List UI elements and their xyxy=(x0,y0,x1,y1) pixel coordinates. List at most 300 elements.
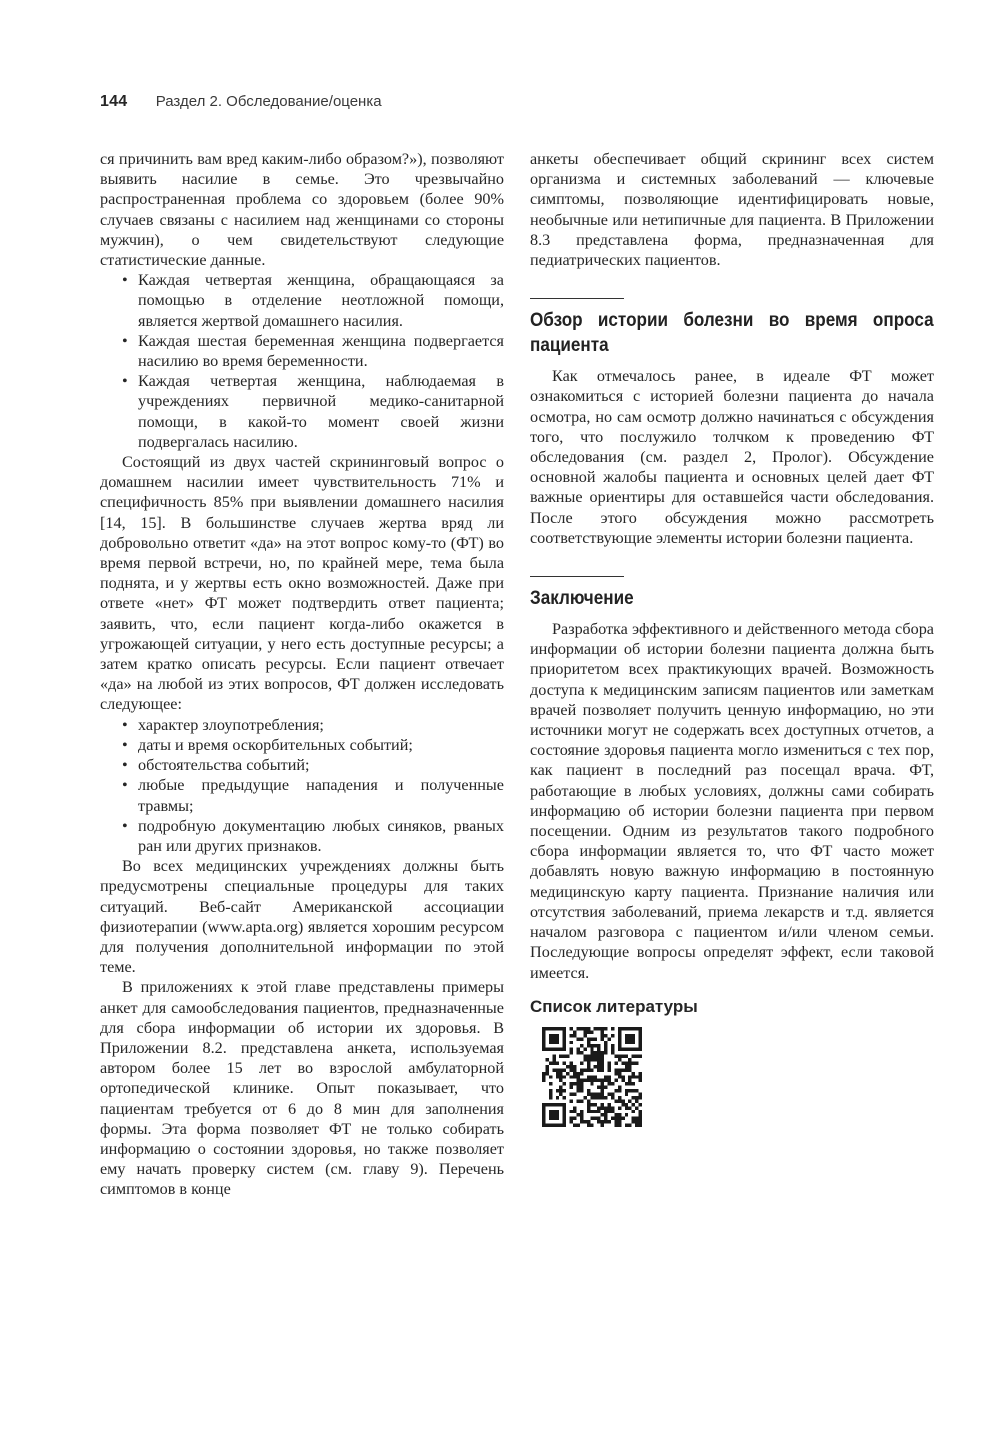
qr-module xyxy=(604,1048,607,1051)
qr-module xyxy=(618,1075,621,1078)
qr-module xyxy=(576,1099,579,1102)
qr-module xyxy=(604,1034,607,1037)
qr-module xyxy=(559,1092,562,1095)
qr-module xyxy=(608,1068,611,1071)
qr-module xyxy=(625,1089,628,1092)
qr-module xyxy=(542,1034,545,1037)
qr-module xyxy=(618,1068,621,1071)
qr-module xyxy=(628,1048,631,1051)
qr-module xyxy=(556,1027,559,1030)
qr-module xyxy=(625,1068,628,1071)
qr-module xyxy=(573,1082,576,1085)
qr-module xyxy=(625,1048,628,1051)
qr-module xyxy=(614,1099,617,1102)
qr-module xyxy=(604,1086,607,1089)
qr-module xyxy=(552,1068,555,1071)
qr-module xyxy=(573,1030,576,1033)
qr-module xyxy=(632,1061,635,1064)
qr-module xyxy=(587,1092,590,1095)
qr-module xyxy=(597,1079,600,1082)
qr-module xyxy=(625,1113,628,1116)
list-item: • обстоятельства событий; xyxy=(122,755,504,775)
qr-module xyxy=(580,1027,583,1030)
qr-module xyxy=(611,1096,614,1099)
qr-module xyxy=(552,1037,555,1040)
qr-module xyxy=(608,1075,611,1078)
qr-module xyxy=(590,1110,593,1113)
qr-module xyxy=(597,1044,600,1047)
qr-module xyxy=(628,1079,631,1082)
qr-module xyxy=(639,1030,642,1033)
qr-module xyxy=(580,1079,583,1082)
qr-module xyxy=(566,1065,569,1068)
qr-module xyxy=(625,1082,628,1085)
qr-module xyxy=(601,1103,604,1106)
qr-module xyxy=(552,1117,555,1120)
qr-module xyxy=(621,1103,624,1106)
qr-module xyxy=(604,1079,607,1082)
qr-module xyxy=(618,1041,621,1044)
qr-module xyxy=(614,1089,617,1092)
qr-module xyxy=(614,1117,617,1120)
qr-module xyxy=(621,1117,624,1120)
qr-module xyxy=(563,1106,566,1109)
qr-module xyxy=(594,1054,597,1057)
paragraph: Состоящий из двух частей скрининговый вопрос о домашнем насилии имеет чувствительность 71% и специфичность 85% при выявлении домашнего насилия [14, 15]. В большинстве случаев жертва вряд ли добровольно ответит «да» на этот вопрос кому-то (ФТ) во время первой встречи, но, по крайней мере, тема была поднята, и у жертвы есть окно возможностей. Даже при ответе «нет» ФТ может подтвердить ответ пациента; заявить, что, если пациент когда-либо окажется в угрожающей ситуации, у него есть доступные ресурсы; а затем кратко описать ресурсы. Если пациент отвечает «да» на любой из этих вопросов, ФТ должен исследовать следующее: xyxy=(100,453,504,714)
qr-module xyxy=(580,1068,583,1071)
qr-module xyxy=(594,1058,597,1061)
qr-module xyxy=(583,1068,586,1071)
qr-module xyxy=(632,1089,635,1092)
qr-module xyxy=(635,1120,638,1123)
qr-module xyxy=(614,1113,617,1116)
qr-module xyxy=(614,1072,617,1075)
qr-module xyxy=(556,1089,559,1092)
qr-module xyxy=(625,1037,628,1040)
qr-module xyxy=(573,1068,576,1071)
qr-module xyxy=(570,1086,573,1089)
qr-module xyxy=(590,1037,593,1040)
qr-module xyxy=(614,1068,617,1071)
qr-module xyxy=(621,1061,624,1064)
qr-module xyxy=(604,1027,607,1030)
qr-module xyxy=(587,1041,590,1044)
qr-module xyxy=(549,1103,552,1106)
qr-module xyxy=(632,1041,635,1044)
qr-module xyxy=(601,1027,604,1030)
qr-module xyxy=(583,1096,586,1099)
page-header xyxy=(100,93,382,117)
qr-module xyxy=(559,1068,562,1071)
list-item: • Каждая четвертая женщина, наблюдаемая в учреждениях первичной медико-санитарной помощи, в какой-то момент своей жизни подвергалась насилию. xyxy=(122,371,504,452)
qr-module xyxy=(570,1099,573,1102)
qr-module xyxy=(618,1123,621,1126)
qr-module xyxy=(563,1096,566,1099)
qr-module xyxy=(625,1103,628,1106)
list-item: • даты и время оскорбительных событий; xyxy=(122,735,504,755)
qr-module xyxy=(601,1030,604,1033)
qr-module xyxy=(590,1058,593,1061)
qr-module xyxy=(621,1079,624,1082)
qr-module xyxy=(632,1037,635,1040)
qr-module xyxy=(570,1048,573,1051)
qr-module xyxy=(587,1044,590,1047)
qr-module xyxy=(608,1103,611,1106)
qr-module xyxy=(632,1054,635,1057)
qr-module xyxy=(628,1099,631,1102)
qr-module xyxy=(563,1034,566,1037)
qr-module xyxy=(625,1106,628,1109)
qr-module xyxy=(611,1117,614,1120)
qr-module xyxy=(635,1048,638,1051)
qr-module xyxy=(639,1072,642,1075)
qr-module xyxy=(576,1082,579,1085)
list-item: • подробную документацию любых синяков, рваных ран или других признаков. xyxy=(122,816,504,856)
qr-module xyxy=(549,1027,552,1030)
qr-module xyxy=(608,1037,611,1040)
qr-module xyxy=(587,1103,590,1106)
qr-module xyxy=(604,1120,607,1123)
qr-module xyxy=(580,1037,583,1040)
qr-module xyxy=(625,1061,628,1064)
qr-module xyxy=(635,1096,638,1099)
qr-module xyxy=(563,1110,566,1113)
qr-module xyxy=(635,1054,638,1057)
qr-module xyxy=(542,1041,545,1044)
qr-module xyxy=(594,1065,597,1068)
paragraph: Разработка эффективного и действенного метода сбора информации об истории болезни пациента должна быть приоритетом всех практикующих врачей. Возможность доступа к медицинским записям пациентов или заметкам врачей позволяет получить ценную информацию, но эти источники могут не содержать всех доступных отчетов, а состояние здоровья пациента могло измениться с тех пор, как пациент в последний раз посещал врача. ФТ, работающие в любых условиях, должны сами собирать информацию об истории болезни пациента при первом посещении. Одним из результатов такого подробного сбора информации является то, что ФТ часто может добавлять новую важную информацию в постоянную медицинскую карту пациента. Признание наличия или отсутствия заболеваний, приема лекарств и т.д. является началом разговора с пациентом и/или членом семьи. Последующие вопросы определят эффект, если таковой имеется. xyxy=(530,620,934,982)
qr-module xyxy=(587,1030,590,1033)
qr-module xyxy=(556,1096,559,1099)
qr-module xyxy=(639,1034,642,1037)
qr-module xyxy=(618,1044,621,1047)
qr-module xyxy=(573,1034,576,1037)
qr-module xyxy=(618,1117,621,1120)
qr-module xyxy=(635,1117,638,1120)
qr-module xyxy=(549,1123,552,1126)
statistics-list xyxy=(100,270,504,452)
qr-module xyxy=(611,1110,614,1113)
qr-module xyxy=(601,1065,604,1068)
qr-module xyxy=(580,1117,583,1120)
section-rule xyxy=(530,298,624,299)
qr-module xyxy=(583,1027,586,1030)
qr-module xyxy=(618,1099,621,1102)
qr-module xyxy=(639,1117,642,1120)
qr-module xyxy=(563,1068,566,1071)
qr-module xyxy=(597,1092,600,1095)
qr-module xyxy=(611,1082,614,1085)
qr-module xyxy=(601,1120,604,1123)
qr-module xyxy=(635,1099,638,1102)
qr-module xyxy=(573,1123,576,1126)
qr-module xyxy=(542,1037,545,1040)
qr-module xyxy=(563,1027,566,1030)
qr-module xyxy=(559,1027,562,1030)
qr-module xyxy=(597,1065,600,1068)
qr-module xyxy=(556,1103,559,1106)
qr-module xyxy=(632,1082,635,1085)
qr-module xyxy=(545,1123,548,1126)
qr-module xyxy=(594,1096,597,1099)
qr-module xyxy=(604,1041,607,1044)
qr-module xyxy=(587,1106,590,1109)
qr-module xyxy=(563,1082,566,1085)
qr-module xyxy=(594,1110,597,1113)
qr-module xyxy=(556,1034,559,1037)
qr-module xyxy=(618,1072,621,1075)
qr-code-icon[interactable] xyxy=(542,1027,642,1127)
qr-module xyxy=(549,1089,552,1092)
qr-module xyxy=(580,1099,583,1102)
qr-module xyxy=(587,1037,590,1040)
qr-module xyxy=(570,1110,573,1113)
qr-module xyxy=(583,1058,586,1061)
qr-module xyxy=(597,1048,600,1051)
qr-module xyxy=(632,1103,635,1106)
qr-module xyxy=(614,1120,617,1123)
qr-module xyxy=(580,1089,583,1092)
qr-module xyxy=(570,1075,573,1078)
qr-module xyxy=(556,1037,559,1040)
qr-module xyxy=(570,1092,573,1095)
qr-module xyxy=(576,1113,579,1116)
qr-module xyxy=(549,1092,552,1095)
qr-module xyxy=(618,1054,621,1057)
qr-module xyxy=(601,1068,604,1071)
qr-module xyxy=(632,1075,635,1078)
qr-module xyxy=(573,1092,576,1095)
qr-module xyxy=(556,1041,559,1044)
qr-module xyxy=(545,1058,548,1061)
qr-module xyxy=(580,1082,583,1085)
qr-module xyxy=(608,1061,611,1064)
qr-module xyxy=(614,1079,617,1082)
qr-module xyxy=(635,1089,638,1092)
qr-module xyxy=(576,1089,579,1092)
qr-module xyxy=(552,1048,555,1051)
qr-module xyxy=(621,1068,624,1071)
qr-module xyxy=(594,1103,597,1106)
qr-module xyxy=(604,1051,607,1054)
qr-module xyxy=(601,1106,604,1109)
qr-module xyxy=(597,1051,600,1054)
qr-module xyxy=(590,1030,593,1033)
qr-module xyxy=(587,1099,590,1102)
qr-module xyxy=(552,1058,555,1061)
paragraph: Во всех медицинских учреждениях должны быть предусмотрены специальные процедуры для таких ситуаций. Веб-сайт Американской ассоциации физиотерапии (www.apta.org) является хорошим ресурсом для получения дополнительной информации по этой теме. xyxy=(100,857,504,977)
qr-module xyxy=(625,1092,628,1095)
qr-module xyxy=(590,1075,593,1078)
qr-module xyxy=(621,1054,624,1057)
qr-module xyxy=(545,1103,548,1106)
qr-module xyxy=(573,1106,576,1109)
qr-module xyxy=(580,1044,583,1047)
paragraph: ся причинить вам вред каким-либо образом?»), позволяют выявить насилие в семье. Это чрезвычайно распространенная проблема со здоровьем (более 90% случаев связаны с насилием над женщинами со стороны мужчин), о чем свидетельствуют следующие статистические данные. xyxy=(100,150,504,270)
section-rule xyxy=(530,576,624,577)
qr-module xyxy=(632,1096,635,1099)
qr-module xyxy=(618,1106,621,1109)
qr-module xyxy=(559,1072,562,1075)
qr-module xyxy=(590,1068,593,1071)
qr-module xyxy=(587,1123,590,1126)
qr-module xyxy=(587,1089,590,1092)
qr-module xyxy=(570,1068,573,1071)
qr-module xyxy=(563,1120,566,1123)
qr-module xyxy=(618,1027,621,1030)
qr-module xyxy=(618,1086,621,1089)
qr-module xyxy=(573,1072,576,1075)
qr-module xyxy=(632,1072,635,1075)
qr-module xyxy=(542,1075,545,1078)
paragraph: В приложениях к этой главе представлены примеры анкет для самообследования пациентов, предназначенные для сбора информации об истории их здоровья. В Приложении 8.2. представлена анкета, используемая автором более 15 лет во взрослой амбулаторной ортопедической клинике. Опыт показывает, что пациентам требуется от 6 до 8 мин для заполнения формы. Эта форма позволяет ФТ не только собирать информацию о состоянии здоровья, но также позволяет ему начать проверку систем (см. главу 9). Перечень симптомов в конце xyxy=(100,978,504,1199)
qr-module xyxy=(628,1027,631,1030)
qr-module xyxy=(628,1089,631,1092)
qr-module xyxy=(556,1113,559,1116)
qr-module xyxy=(604,1096,607,1099)
qr-module xyxy=(576,1079,579,1082)
qr-module xyxy=(542,1117,545,1120)
qr-module xyxy=(625,1065,628,1068)
qr-module xyxy=(635,1075,638,1078)
qr-module xyxy=(570,1034,573,1037)
qr-module xyxy=(580,1086,583,1089)
qr-module xyxy=(639,1103,642,1106)
qr-module xyxy=(590,1051,593,1054)
qr-module xyxy=(614,1123,617,1126)
qr-module xyxy=(639,1092,642,1095)
qr-module xyxy=(590,1044,593,1047)
qr-module xyxy=(601,1113,604,1116)
qr-module xyxy=(587,1068,590,1071)
qr-module xyxy=(601,1061,604,1064)
qr-module xyxy=(552,1103,555,1106)
qr-module xyxy=(597,1086,600,1089)
qr-module xyxy=(639,1123,642,1126)
qr-module xyxy=(549,1037,552,1040)
qr-module xyxy=(563,1061,566,1064)
qr-module xyxy=(552,1110,555,1113)
qr-module xyxy=(604,1106,607,1109)
qr-module xyxy=(542,1106,545,1109)
qr-module xyxy=(608,1092,611,1095)
qr-module xyxy=(601,1092,604,1095)
qr-module xyxy=(625,1054,628,1057)
qr-module xyxy=(552,1113,555,1116)
qr-module xyxy=(563,1030,566,1033)
qr-module xyxy=(576,1086,579,1089)
qr-module xyxy=(590,1082,593,1085)
qr-module xyxy=(597,1027,600,1030)
qr-module xyxy=(590,1054,593,1057)
qr-module xyxy=(580,1051,583,1054)
qr-module xyxy=(545,1048,548,1051)
qr-module xyxy=(635,1106,638,1109)
qr-module xyxy=(552,1123,555,1126)
qr-module xyxy=(618,1113,621,1116)
qr-module xyxy=(549,1034,552,1037)
qr-module xyxy=(556,1061,559,1064)
qr-module xyxy=(583,1034,586,1037)
qr-module xyxy=(563,1123,566,1126)
qr-module xyxy=(597,1068,600,1071)
qr-module xyxy=(601,1086,604,1089)
qr-module xyxy=(570,1061,573,1064)
qr-module xyxy=(625,1027,628,1030)
qr-module xyxy=(608,1065,611,1068)
qr-module xyxy=(563,1054,566,1057)
qr-module xyxy=(552,1034,555,1037)
qr-module xyxy=(632,1048,635,1051)
qr-module xyxy=(542,1048,545,1051)
section-heading-review: Обзор истории болезни во время опроса пациента xyxy=(530,310,934,357)
qr-module xyxy=(639,1096,642,1099)
qr-module xyxy=(570,1120,573,1123)
qr-module xyxy=(628,1106,631,1109)
qr-module xyxy=(556,1110,559,1113)
qr-module xyxy=(601,1096,604,1099)
qr-module xyxy=(618,1096,621,1099)
qr-module xyxy=(611,1106,614,1109)
paragraph: анкеты обеспечивает общий скрининг всех систем организма и системных заболеваний — ключевые симптомы, позволяющие идентифицировать новые, необычные или нетипичные для пациента. В Приложении 8.3 представлена форма, предназначенная для педиатрических пациентов. xyxy=(530,150,934,270)
qr-module xyxy=(587,1120,590,1123)
qr-module xyxy=(563,1117,566,1120)
qr-module xyxy=(628,1082,631,1085)
qr-module xyxy=(628,1041,631,1044)
qr-module xyxy=(621,1048,624,1051)
qr-module xyxy=(639,1048,642,1051)
qr-module xyxy=(580,1061,583,1064)
qr-module xyxy=(542,1103,545,1106)
qr-module xyxy=(545,1027,548,1030)
qr-module xyxy=(601,1037,604,1040)
qr-module xyxy=(573,1065,576,1068)
qr-module xyxy=(639,1113,642,1116)
qr-module xyxy=(628,1065,631,1068)
qr-module xyxy=(618,1037,621,1040)
qr-module xyxy=(597,1096,600,1099)
qr-module xyxy=(542,1072,545,1075)
qr-module xyxy=(559,1089,562,1092)
qr-module xyxy=(559,1079,562,1082)
qr-module xyxy=(601,1089,604,1092)
qr-module xyxy=(570,1082,573,1085)
qr-module xyxy=(590,1123,593,1126)
qr-module xyxy=(608,1106,611,1109)
qr-module xyxy=(580,1120,583,1123)
qr-module xyxy=(594,1044,597,1047)
investigation-list xyxy=(100,715,504,856)
qr-module xyxy=(559,1075,562,1078)
qr-module xyxy=(632,1120,635,1123)
qr-module xyxy=(597,1120,600,1123)
qr-module xyxy=(559,1048,562,1051)
qr-module xyxy=(628,1034,631,1037)
qr-module xyxy=(580,1110,583,1113)
qr-module xyxy=(563,1075,566,1078)
qr-module xyxy=(549,1041,552,1044)
qr-module xyxy=(618,1120,621,1123)
qr-module xyxy=(594,1075,597,1078)
qr-module xyxy=(628,1068,631,1071)
qr-module xyxy=(570,1041,573,1044)
qr-module xyxy=(597,1117,600,1120)
qr-module xyxy=(632,1027,635,1030)
qr-module xyxy=(549,1113,552,1116)
qr-module xyxy=(625,1034,628,1037)
qr-module xyxy=(580,1113,583,1116)
qr-module xyxy=(632,1117,635,1120)
